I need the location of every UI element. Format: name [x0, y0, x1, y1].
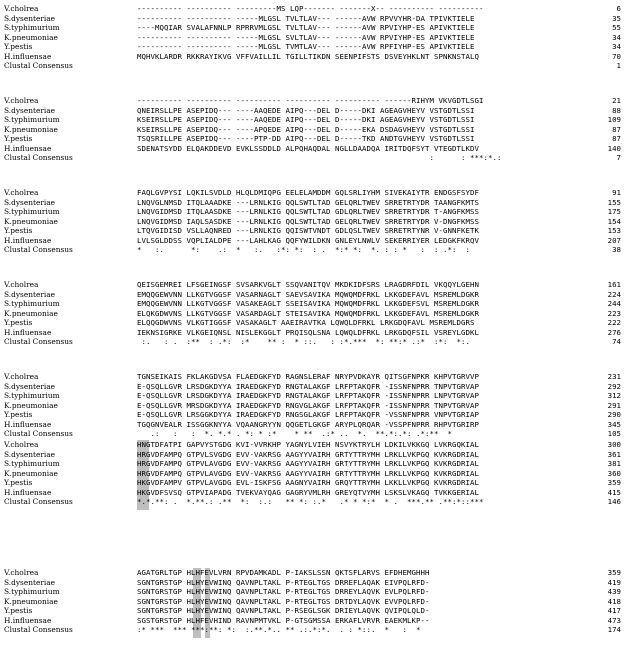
position-number: 174 — [607, 625, 621, 634]
position-number: 222 — [607, 318, 621, 327]
alignment-row — [0, 144, 629, 154]
sequence: SGNTGRSTGP HLHYEVWINQ QAVNPLTAKL P-RTEGLTGS DRTDYLAQVK EVVPQLRFD- — [137, 596, 430, 606]
sequence: SGSTGRSTGP HLHFEVHIND RAVNPMTVKL P-GTSGMSSA ERKAFLVRVR EAEKMLKP-- — [137, 615, 430, 625]
alignment-row — [0, 568, 629, 578]
alignment-row — [0, 440, 629, 450]
alignment-row — [0, 125, 629, 135]
species-name: Clustal Consensus — [4, 245, 73, 254]
sequence: LTQVGIDISD VSLLAQNRED ---LRNLKIG QQISWTVNDT GDLQSLTWEV SRRETRTYNR V-GNNFKETK — [137, 226, 479, 235]
sequence: ---------- ---------- -----MLGSL TVMTLAV--- ------AVW RPFIYHP-ES APIVKTIELE — [137, 42, 475, 51]
sequence: IEKNSIGRKE VLKGEIQNSL NISLEKGGLT PRQISQLSNA LQWQLDFRKL LRKGDQFSIL VSREYLGDKL — [137, 327, 479, 337]
position-number: 381 — [607, 459, 621, 468]
species-name: K.pneumoniae — [4, 400, 58, 410]
sequence: HRGVDFAMPQ GTPVLAVGDG EVV-VAKRSG AAGYYVAIRH GRTYTTRYMH LRKLLVKPGQ KVKRGDRIAL — [137, 459, 479, 468]
alignment-row — [0, 115, 629, 125]
position-number: 291 — [607, 400, 621, 410]
sequence: ---------- ---------- ---------MS LQP------- -------X-- ---------- ---------- — [137, 4, 484, 13]
position-number: 34 — [612, 32, 621, 42]
sequence: *.*.**: . *.**.: .** *: :.: ** *: :.* .* * *:* * . ***.** .**:*::*** — [137, 497, 484, 506]
sequence: SGNTGRSTGP HLHYEVWINQ QAVNPLTAKL P-RSEGLSGK DRIEYLAQVK QVIPQLQLD- — [137, 606, 430, 615]
sequence: HRGVDFAMPQ GTPVLSVGDG EVV-VAKRSG AAGYYVAIRH GRTYTTRYMH LRKLLVKPGQ KVKRGDRIAL — [137, 449, 479, 459]
position-number: 34 — [612, 42, 621, 51]
alignment-row — [0, 280, 629, 290]
position-number: 55 — [612, 23, 621, 32]
species-name: Y.pestis — [4, 318, 33, 327]
position-number: 231 — [607, 372, 621, 381]
species-name: Y.pestis — [4, 478, 33, 487]
sequence: HKGVDFAMPV GTPVLAVGDG EVL-ISKFSG AAGNYVAIRH GRQYTTRYMH LKKLLVKPGQ KVKRGDRIAL — [137, 478, 479, 487]
position-number: 290 — [607, 410, 621, 419]
sequence: TGQGNVEALR ISSGGKNYYA VQAANGRYYN QQGETLGKGF ARYPLQRQAR -VSSPFNPRR RHPVTGRIRP — [137, 419, 479, 429]
alignment-row — [0, 391, 629, 401]
position-number: 140 — [607, 143, 621, 153]
sequence: SDENATSYDD ELQAKDDEVD EVKLSSDDLD ALPQHAQDAL NGLLDAADQA IRITDQFSYT VTEGDTLKDV — [137, 143, 479, 153]
alignment-row — [0, 217, 629, 227]
sequence: HKGVDFSVSQ GTPVIAPADG TVEKVAYQAG GAGRYVMLRH GREYQTVYMH LSKSLVKAGQ TVKKGERIAL — [137, 487, 479, 497]
sequence: :* *** *** ***:**: *: :.**.*.. ** .:.*:*. . : *::. * : * — [137, 625, 421, 634]
position-number: 87 — [612, 134, 621, 143]
species-name: S.dysenteriae — [4, 449, 56, 459]
sequence: AGATGRLTGP HLHFEVLVRN RPVDAMKADL P-IAKSLSSN QKTSFLARVS EFDHEMGHHH — [137, 568, 430, 577]
alignment-row — [0, 606, 629, 616]
sequence: HNGTDFATPI GAPVYSTGDG KVI-VVRKHP YAGNYLVIEH NSVYKTRYLH LDKILVKKGQ LVKRGQKIAL — [137, 440, 479, 449]
position-number: 345 — [607, 419, 621, 429]
species-name: V.cholrea — [4, 188, 39, 197]
sequence: EMQQGEWVNN LLKGTVGGSF VASAKEAGLT SSEISAVIKA MQWQMDFRKL LKKGDEFSVL MSREMLDGKR — [137, 299, 479, 308]
sequence: LNQVGIDMSD ITQLAASDKE ---LRNLKIG QQLSWTLTAD GDLQRLTWEV SRRETRTYDR T-ANGFKMSS — [137, 207, 479, 216]
alignment-row — [0, 450, 629, 460]
sequence: FAQLGVPYSI LQKILSVDLD HLQLDMIQPG EELELAMDDM GQLSRLIYHM SIVEKAIYTR ENDGSFSYDF — [137, 188, 479, 197]
species-name: S.dysenteriae — [4, 289, 56, 299]
species-name: S.typhimurium — [4, 459, 60, 468]
position-number: 359 — [607, 478, 621, 487]
consensus-row — [0, 625, 629, 635]
position-number: 87 — [612, 124, 621, 134]
alignment-row — [0, 459, 629, 469]
alignment-row — [0, 52, 629, 62]
species-name: V.cholrea — [4, 372, 39, 381]
position-number: 207 — [607, 235, 621, 245]
consensus-row — [0, 61, 629, 71]
alignment-row — [0, 96, 629, 106]
position-number: 223 — [607, 308, 621, 318]
sequence: QEISGEMREI LFSGEINGSF SVSARKVGLT SSQVANITQV MKDKIDFSRS LRAGDRFDIL VKQQYLGEHN — [137, 280, 479, 289]
position-number: 300 — [607, 440, 621, 449]
alignment-row — [0, 226, 629, 236]
species-name: Clustal Consensus — [4, 625, 73, 634]
species-name: S.dysenteriae — [4, 197, 56, 207]
position-number: 154 — [607, 216, 621, 226]
alignment-row — [0, 309, 629, 319]
sequence: LNQVGLNMSD ITQLAAADKE ---LRNLKIG QQLSWTLTAD GELQRLTWEV SRRETRTYDR TAANGFKMTS — [137, 197, 479, 207]
sequence: :. : . :** : .*: :* ** : * ::. : :*.*** *: **:* .:* :*: *:. — [137, 337, 470, 346]
species-name: Y.pestis — [4, 134, 33, 143]
sequence: QNEIRSLLPE ASEPIDQ--- ----AAQEDE AIPQ---DEL D-----DKI AGEAGVHEYV VSTGDTLSSI — [137, 105, 475, 115]
sequence: ----MQQIAR SVALAFNNLP RPRRVMLGSL TVLTLAV--- ------AVW RPVIYHP-ES APIVKTIELE — [137, 23, 475, 32]
alignment-row — [0, 33, 629, 43]
position-number: 74 — [612, 337, 621, 346]
consensus-row — [0, 497, 629, 507]
species-name: S.typhimurium — [4, 115, 60, 124]
species-name: K.pneumoniae — [4, 596, 58, 606]
alignment-block-2 — [0, 96, 629, 163]
position-number: 21 — [612, 96, 621, 105]
sequence: KSEIRSLLPE ASEPIDQ--- ----AAQEDE AIPQ---DEL D-----DKI AGEAGVHEYV VSTGDTLSSI — [137, 115, 475, 124]
alignment-row — [0, 488, 629, 498]
position-number: 359 — [607, 568, 621, 577]
position-number: 175 — [607, 207, 621, 216]
species-name: V.cholrea — [4, 96, 39, 105]
species-name: H.influensae — [4, 51, 52, 61]
alignment-row — [0, 106, 629, 116]
position-number: 276 — [607, 327, 621, 337]
alignment-row — [0, 616, 629, 626]
species-name: Y.pestis — [4, 410, 33, 419]
species-name: S.typhimurium — [4, 23, 60, 32]
position-number: 244 — [607, 299, 621, 308]
position-number: 473 — [607, 615, 621, 625]
position-number: 155 — [607, 197, 621, 207]
alignment-row — [0, 410, 629, 420]
species-name: S.typhimurium — [4, 587, 60, 596]
alignment-row — [0, 469, 629, 479]
species-name: Clustal Consensus — [4, 153, 73, 162]
alignment-row — [0, 318, 629, 328]
sequence: LNQVGIDMSD IAQLSASDKE ---LRNLKIG QQLSWTLTAD GELQRLTWEV SRRETRTYDR V-DNGFKMSS — [137, 216, 479, 226]
position-number: 35 — [612, 13, 621, 23]
sequence: SGNTGRSTGP HLHYEVWINQ QAVNPLTAKL P-RTEGLTGS DRREYLAQVK EVLPQLRFD- — [137, 587, 430, 596]
alignment-block-7 — [0, 568, 629, 635]
sequence: KSEIRSLLPE ASEPIDQ--- ----APQEDE AIPQ---DEL D-----EKA DSDAGVHEYV VSTGDTLSSI — [137, 124, 475, 134]
sequence: E-QSQLLGVR MRSDGKDYYA IRAEDGKFYD RNGVGLAKGF LRFPTAKQFR -ISSNFNPRR TNPVTGRVAP — [137, 400, 479, 410]
sequence: ELQQGDWVNS VLKGTIGGSF VASAKAGLT AAEIRAVTKA LQWQLDFRKL LRKGDQFAVL MSREMLDGRS — [137, 318, 475, 327]
species-name: K.pneumoniae — [4, 216, 58, 226]
species-name: Y.pestis — [4, 42, 33, 51]
alignment-block-4 — [0, 280, 629, 347]
sequence: E-QSQLLGVR LRSDGKDYYA IRAEDGKFYD RNGTALAKGF LRFPTAKQFR -ISSNFNPRR LNPVTGRVAP — [137, 391, 479, 400]
alignment-row — [0, 4, 629, 14]
position-number: 418 — [607, 596, 621, 606]
species-name: V.cholrea — [4, 4, 39, 13]
sequence: .: : : *. *.* . *: * :* * ** .:* .. *. **.*:.*: .*:** * — [137, 429, 452, 438]
alignment-row — [0, 188, 629, 198]
sequence: TGNSEIKAIS FKLAKGDVSA FLAEDGKFYD RAGNSLERAF NRYPVDKAYR QITSGFNPKR KHPVTGRVVP — [137, 372, 479, 381]
species-name: H.influensae — [4, 327, 52, 337]
species-name: Clustal Consensus — [4, 497, 73, 506]
alignment-row — [0, 134, 629, 144]
position-number: 312 — [607, 391, 621, 400]
species-name: S.typhimurium — [4, 299, 60, 308]
position-number: 161 — [607, 280, 621, 289]
species-name: V.cholrea — [4, 440, 39, 449]
position-number: 91 — [612, 188, 621, 197]
alignment-row — [0, 290, 629, 300]
sequence: HRGVDFAMPQ GTPVLAVGDG EVV-VAKRSG AAGYYVAIRH GRTYTTRYMH LRKLLVKPGQ KVKRGDRIAL — [137, 468, 479, 478]
consensus-row — [0, 153, 629, 163]
alignment-block-5 — [0, 372, 629, 439]
species-name: S.typhimurium — [4, 207, 60, 216]
species-name: S.dysenteriae — [4, 381, 56, 391]
alignment-block-3 — [0, 188, 629, 255]
alignment-row — [0, 478, 629, 488]
sequence: E-QSQLLGVR LRSGGKDYYA IRAEDGKFYD RNGSGLAKGF LRFPTAKQFR -VSSNFNPRR VNPVTGRIAP — [137, 410, 479, 419]
position-number: 1 — [616, 61, 621, 70]
alignment-block-1 — [0, 4, 629, 71]
alignment-row — [0, 578, 629, 588]
alignment-row — [0, 14, 629, 24]
species-name: H.influensae — [4, 235, 52, 245]
species-name: H.influensae — [4, 143, 52, 153]
species-name: K.pneumoniae — [4, 468, 58, 478]
position-number: 6 — [616, 4, 621, 13]
species-name: H.influensae — [4, 419, 52, 429]
sequence: EMQQGEWVNN LLKGTVGGSF VASARNAGLT SAEVSAVIKA MQWQMDFRKL LKKGDEFAVL MSREMLDGKR — [137, 289, 479, 299]
sequence: ---------- ---------- -----MLGSL TVLTLAV--- ------AVW RPVVYHR-DA TPIVKTIELE — [137, 13, 475, 23]
species-name: V.cholrea — [4, 568, 39, 577]
sequence: * :. *: .: * :. :*: *: : . *:* *: *. : : * : : .*: : — [137, 245, 470, 254]
species-name: K.pneumoniae — [4, 32, 58, 42]
position-number: 105 — [607, 429, 621, 438]
sequence: : : ***:*.: — [137, 153, 502, 162]
species-name: H.influensae — [4, 487, 52, 497]
position-number: 415 — [607, 487, 621, 497]
alignment-row — [0, 207, 629, 217]
position-number: 38 — [612, 245, 621, 254]
alignment-row — [0, 587, 629, 597]
alignment-block-6 — [0, 440, 629, 507]
species-name: S.typhimurium — [4, 391, 60, 400]
species-name: Y.pestis — [4, 606, 33, 615]
alignment-row — [0, 328, 629, 338]
position-number: 417 — [607, 606, 621, 615]
species-name: K.pneumoniae — [4, 124, 58, 134]
position-number: 292 — [607, 381, 621, 391]
species-name: S.dysenteriae — [4, 105, 56, 115]
alignment-row — [0, 401, 629, 411]
position-number: 146 — [607, 497, 621, 506]
species-name: V.cholrea — [4, 280, 39, 289]
species-name: Clustal Consensus — [4, 337, 73, 346]
alignment-row — [0, 236, 629, 246]
sequence: SGNTGRSTGP HLHYEVWINQ QAVNPLTAKL P-RTEGLTGS DRREFLAQAK EIVPQLRFD- — [137, 577, 430, 587]
alignment-row — [0, 198, 629, 208]
alignment-row — [0, 382, 629, 392]
position-number: 361 — [607, 449, 621, 459]
sequence: LVLSGLDDSS VQPLIALDPE ---LAHLKAG QQFYWILDKN GNLEYLNWLV SEKERRIYER LEDGKFKRQV — [137, 235, 479, 245]
species-name: Y.pestis — [4, 226, 33, 235]
position-number: 88 — [612, 105, 621, 115]
species-name: S.dysenteriae — [4, 13, 56, 23]
position-number: 153 — [607, 226, 621, 235]
alignment-row — [0, 420, 629, 430]
alignment-row — [0, 372, 629, 382]
species-name: S.dysenteriae — [4, 577, 56, 587]
position-number: 7 — [616, 153, 621, 162]
species-name: K.pneumoniae — [4, 308, 58, 318]
consensus-row — [0, 337, 629, 347]
position-number: 360 — [607, 468, 621, 478]
alignment-row — [0, 597, 629, 607]
alignment-row — [0, 299, 629, 309]
position-number: 439 — [607, 587, 621, 596]
sequence: ELQKGDWVNS LLKGTVGGSF VASARDAGLT STEISAVIKA MQWQMDFRKL LKKGDEFAVL MSREMLDGKR — [137, 308, 479, 318]
position-number: 419 — [607, 577, 621, 587]
alignment-row — [0, 23, 629, 33]
position-number: 109 — [607, 115, 621, 124]
sequence: MQHVKLARDR RKKRAYIKVG VFFVAILLIL TGILLTIKDN SEENPIFSTS DSVEYHKLNT SPNKNSTALQ — [137, 51, 479, 61]
sequence: E-QSQLLGVR LRSDGKDYYA IRAEDGKFYD RNGTALAKGF LRFPTAKQFR -ISSNFNPRR TNPVTGRVAP — [137, 381, 479, 391]
position-number: 224 — [607, 289, 621, 299]
consensus-row — [0, 429, 629, 439]
species-name: Clustal Consensus — [4, 61, 73, 70]
sequence: TSQSRILLPE ASEPIDQ--- ----PTP-DD AIPQ---DEL D-----TKD ANDTGVHEYV VSTGDTLSSI — [137, 134, 475, 143]
sequence: ---------- ---------- -----MLGSL SVLTLAV--- ------AVW RPVIYHP-ES APIVKTIELE — [137, 32, 475, 42]
sequence: ---------- ---------- ---------- ---------- ---------- ------RIHYM VKVGDTLSGI — [137, 96, 484, 105]
position-number: 70 — [612, 51, 621, 61]
consensus-row — [0, 245, 629, 255]
species-name: H.influensae — [4, 615, 52, 625]
species-name: Clustal Consensus — [4, 429, 73, 438]
alignment-row — [0, 42, 629, 52]
